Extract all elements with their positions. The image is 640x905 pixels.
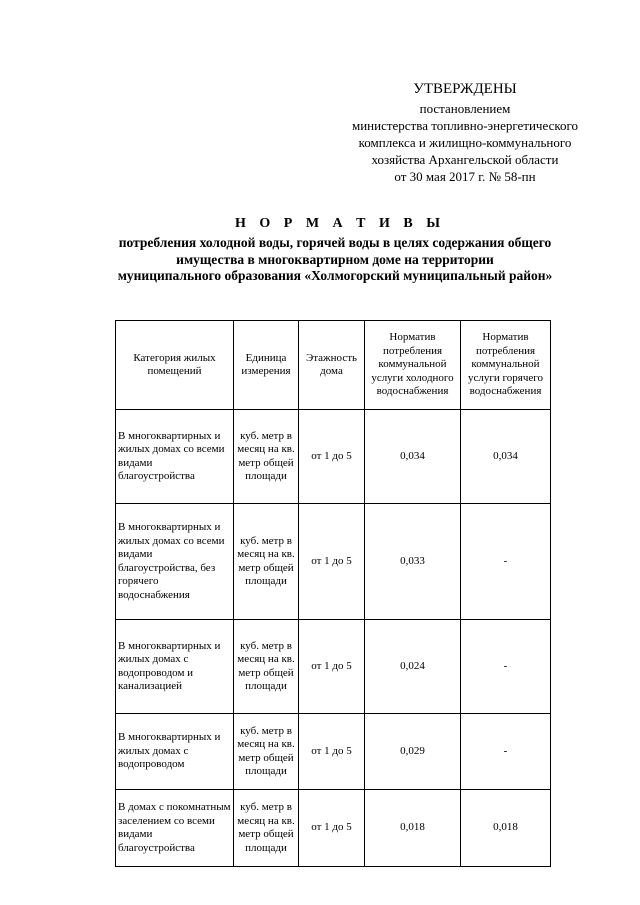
- table-row: [116, 714, 551, 790]
- document-subtitle: [40, 235, 630, 285]
- header-cold-water-norm: Норматив потребления коммунальной услуги холодного водоснабжения: [365, 321, 461, 410]
- approval-line: постановлением: [419, 101, 511, 116]
- cell-unit: куб. метр в месяц на кв. метр общей площади: [234, 504, 299, 620]
- cell-unit: куб. метр в месяц на кв. метр общей площади: [234, 790, 299, 867]
- subtitle-line: муниципального образования «Холмогорский муниципальный район»: [117, 268, 553, 283]
- header-unit: Единица измерения: [234, 321, 299, 410]
- cell-unit: куб. метр в месяц на кв. метр общей площади: [234, 410, 299, 504]
- table-row: [116, 410, 551, 504]
- cell-hot: -: [461, 620, 551, 714]
- norms-table: [115, 320, 551, 867]
- cell-category: В домах с покомнатным заселением со всеми видами благоустройства: [116, 790, 234, 867]
- approval-line: от 30 мая 2017 г. № 58-пн: [394, 169, 536, 184]
- cell-floors: от 1 до 5: [299, 790, 365, 867]
- approval-line: министерства топливно-энергетического: [351, 118, 579, 133]
- cell-floors: от 1 до 5: [299, 714, 365, 790]
- cell-cold: 0,018: [365, 790, 461, 867]
- subtitle-line: потребления холодной воды, горячей воды в целях содержания общего: [118, 235, 552, 250]
- cell-cold: 0,034: [365, 410, 461, 504]
- cell-unit: куб. метр в месяц на кв. метр общей площади: [234, 620, 299, 714]
- cell-hot: 0,034: [461, 410, 551, 504]
- cell-cold: 0,029: [365, 714, 461, 790]
- table-row: [116, 504, 551, 620]
- approval-line: хозяйства Архангельской области: [371, 152, 559, 167]
- header-floors: Этажность дома: [299, 321, 365, 410]
- cell-category: В многоквартирных и жилых домах с водопроводом: [116, 714, 234, 790]
- cell-category: В многоквартирных и жилых домах со всеми видами благоустройства: [116, 410, 234, 504]
- cell-hot: -: [461, 714, 551, 790]
- cell-floors: от 1 до 5: [299, 504, 365, 620]
- table-row: [116, 620, 551, 714]
- cell-floors: от 1 до 5: [299, 410, 365, 504]
- cell-category: В многоквартирных и жилых домах с водопроводом и канализацией: [116, 620, 234, 714]
- header-category: Категория жилых помещений: [116, 321, 234, 410]
- cell-unit: куб. метр в месяц на кв. метр общей площади: [234, 714, 299, 790]
- table-header-row: [116, 321, 551, 410]
- approval-line: комплекса и жилищно-коммунального: [358, 135, 572, 150]
- cell-cold: 0,033: [365, 504, 461, 620]
- approval-title: УТВЕРЖДЕНЫ: [413, 81, 517, 97]
- subtitle-line: имущества в многоквартирном доме на территории: [176, 251, 494, 267]
- cell-floors: от 1 до 5: [299, 620, 365, 714]
- header-hot-water-norm: Норматив потребления коммунальной услуги горячего водоснабжения: [461, 321, 551, 410]
- cell-cold: 0,024: [365, 620, 461, 714]
- cell-hot: 0,018: [461, 790, 551, 867]
- cell-hot: -: [461, 504, 551, 620]
- cell-category: В многоквартирных и жилых домах со всеми видами благоустройства, без горячего водоснабжения: [116, 504, 234, 620]
- document-title: Н О Р М А Т И В Ы: [235, 216, 445, 231]
- approval-block: [320, 80, 610, 185]
- table-row: [116, 790, 551, 867]
